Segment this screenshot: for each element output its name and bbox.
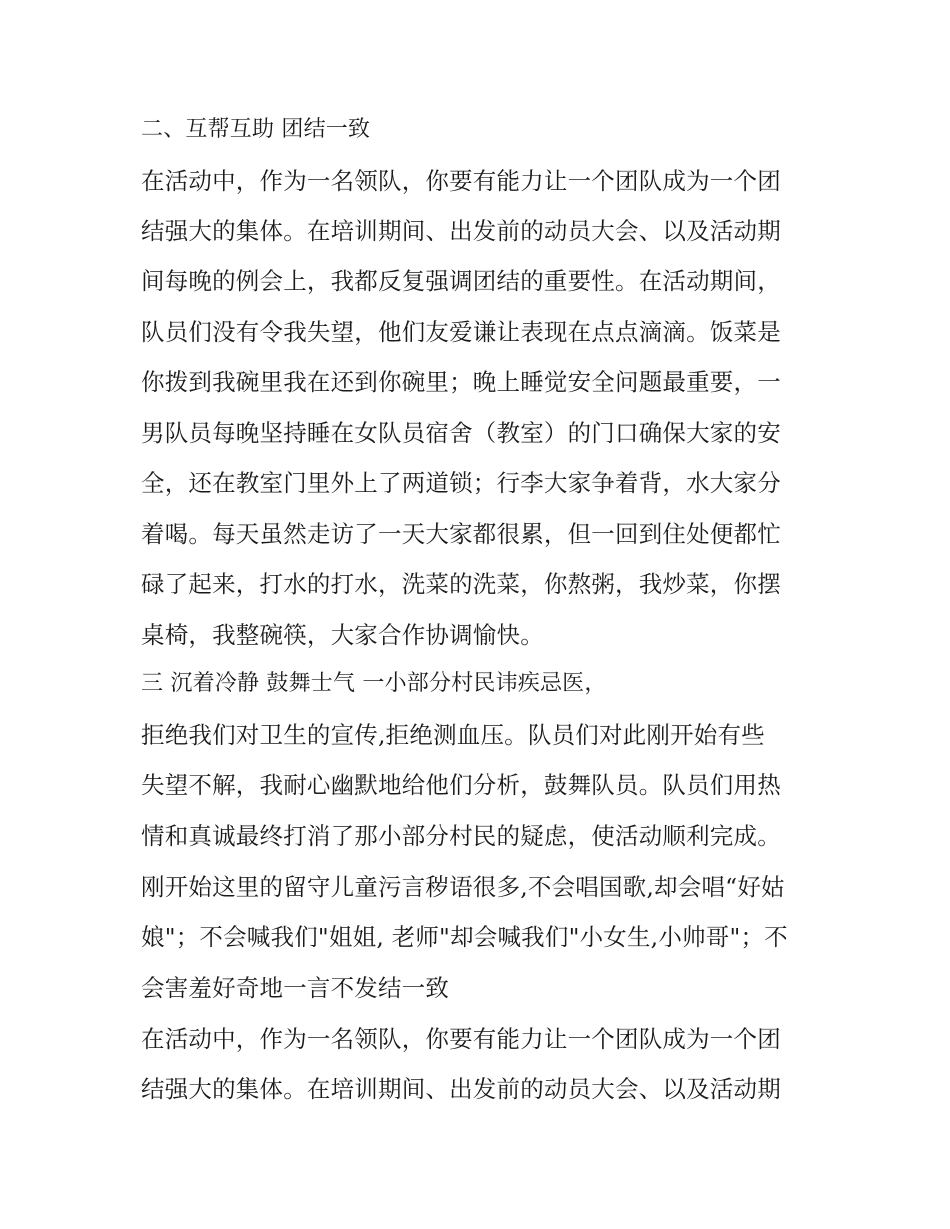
paragraph-line: 结强大的集体。在培训期间、出发前的动员大会、以及活动期	[141, 217, 781, 245]
section-heading-3: 三 沉着冷静 鼓舞士气 一小部分村民讳疾忌医，	[141, 671, 607, 696]
paragraph-line: 碌了起来，打水的打水，洗菜的洗菜，你熬粥，我炒菜，你摆	[141, 570, 781, 598]
paragraph-line: 你拨到我碗里我在还到你碗里；晚上睡觉安全问题最重要，一	[141, 368, 781, 396]
paragraph-line: 男队员每晚坚持睡在女队员宿舍（教室）的门口确保大家的安	[141, 419, 781, 447]
paragraph-line: 在活动中，作为一名领队，你要有能力让一个团队成为一个团	[141, 167, 781, 195]
paragraph-line: 间每晚的例会上，我都反复强调团结的重要性。在活动期间，	[141, 267, 781, 295]
paragraph-line: 会害羞好奇地一言不发结一致	[141, 974, 450, 1002]
paragraph-line: 失望不解，我耐心幽默地给他们分析，鼓舞队员。队员们用热	[141, 771, 781, 799]
paragraph-line: 拒绝我们对卫生的宣传,拒绝测血压。队员们对此刚开始有些	[141, 721, 765, 749]
paragraph-line: 全，还在教室门里外上了两道锁；行李大家争着背，水大家分	[141, 469, 781, 497]
paragraph-line: 队员们没有令我失望，他们友爱谦让表现在点点滴滴。饭菜是	[141, 318, 781, 346]
paragraph-line: 桌椅，我整碗筷，大家合作协调愉快。	[141, 621, 544, 649]
paragraph-line: 刚开始这里的留守儿童污言秽语很多,不会唱国歌,却会唱“好姑	[141, 873, 785, 901]
paragraph-line: 娘"；不会喊我们"姐姐, 老师"却会喊我们"小女生,小帅哥"；不	[141, 923, 788, 951]
paragraph-line: 结强大的集体。在培训期间、出发前的动员大会、以及活动期	[141, 1075, 781, 1103]
paragraph-line: 着喝。每天虽然走访了一天大家都很累，但一回到住处便都忙	[141, 520, 781, 548]
paragraph-line: 在活动中，作为一名领队，你要有能力让一个团队成为一个团	[141, 1025, 781, 1053]
paragraph-line: 情和真诚最终打消了那小部分村民的疑虑，使活动顺利完成。	[141, 822, 781, 850]
section-heading-2: 二、互帮互助 团结一致	[141, 117, 371, 142]
